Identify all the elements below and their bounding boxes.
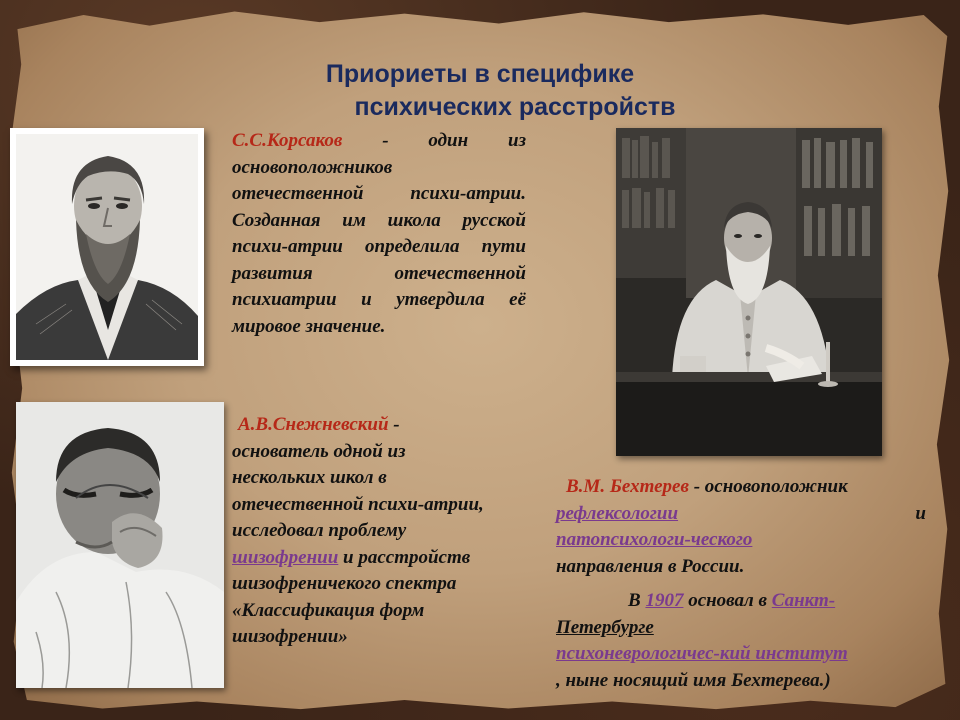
- institute-link[interactable]: психоневрологичес-кий институт: [556, 643, 848, 664]
- bekhterev-p2-prefix: В: [628, 590, 646, 611]
- saint-petersburg-link-b[interactable]: Петербурге: [556, 616, 654, 638]
- bekhterev-line-8: [556, 668, 926, 695]
- bekhterev-line-2: [556, 501, 926, 528]
- bekhterev-line-5: [556, 588, 926, 615]
- title-line-2: психических расстройств: [354, 93, 676, 121]
- pathopsychology-link[interactable]: патопсихологи-ческого: [556, 529, 753, 550]
- korsakov-dash: -: [342, 130, 429, 151]
- snezhnevsky-photo: [16, 402, 224, 688]
- bekhterev-line-1: [556, 474, 926, 501]
- korsakov-name: С.С.Корсаков: [232, 130, 343, 151]
- snezhnevsky-photo-image: [16, 402, 224, 688]
- korsakov-portrait: [10, 128, 204, 366]
- slide-title: [250, 58, 710, 124]
- snezhnevsky-body-2: и расстройств шизофреничекого спектра «Классификация форм шизофрении»: [232, 546, 471, 647]
- bekhterev-line-6: [556, 615, 926, 642]
- bekhterev-photo: [616, 128, 882, 456]
- bekhterev-p2-mid: основал в: [683, 590, 772, 611]
- bekhterev-name: В.М. Бехтерев: [566, 476, 689, 497]
- snezhnevsky-name: А.В.Снежневский: [238, 414, 389, 435]
- bekhterev-description: [556, 474, 926, 694]
- korsakov-description: [232, 128, 526, 340]
- bekhterev-line-3: [556, 527, 926, 554]
- bekhterev-dash: -: [688, 476, 705, 497]
- bekhterev-p2-end: , ныне носящий имя Бехтерева.): [556, 669, 831, 691]
- year-1907-link[interactable]: 1907: [645, 590, 684, 611]
- bekhterev-photo-image: [616, 128, 882, 456]
- snezhnevsky-dash: -: [388, 414, 400, 435]
- snezhnevsky-body-1: основатель одной из нескольких школ в отечественной психи-атрии, исследовал проблему: [232, 440, 484, 541]
- title-line-1: Приориеты в специфике: [325, 60, 635, 88]
- bekhterev-line-4: [556, 554, 926, 581]
- bekhterev-body-1: основоположник: [704, 476, 848, 497]
- bekhterev-line-7: [556, 641, 926, 668]
- saint-petersburg-link-a[interactable]: Санкт-: [771, 590, 836, 611]
- reflexology-link[interactable]: рефлексологии: [556, 502, 679, 524]
- bekhterev-and: и: [915, 502, 926, 524]
- snezhnevsky-description: [232, 412, 500, 651]
- korsakov-portrait-image: [16, 134, 198, 360]
- bekhterev-body-2: направления в России.: [556, 555, 745, 577]
- schizophrenia-link[interactable]: шизофрении: [232, 546, 339, 568]
- korsakov-body: один из основоположников отечественной психи-атрии. Созданная им школа русской психи-атрии определила пути развития отечественной психиатрии и утвердила её мировое значение.: [232, 130, 526, 337]
